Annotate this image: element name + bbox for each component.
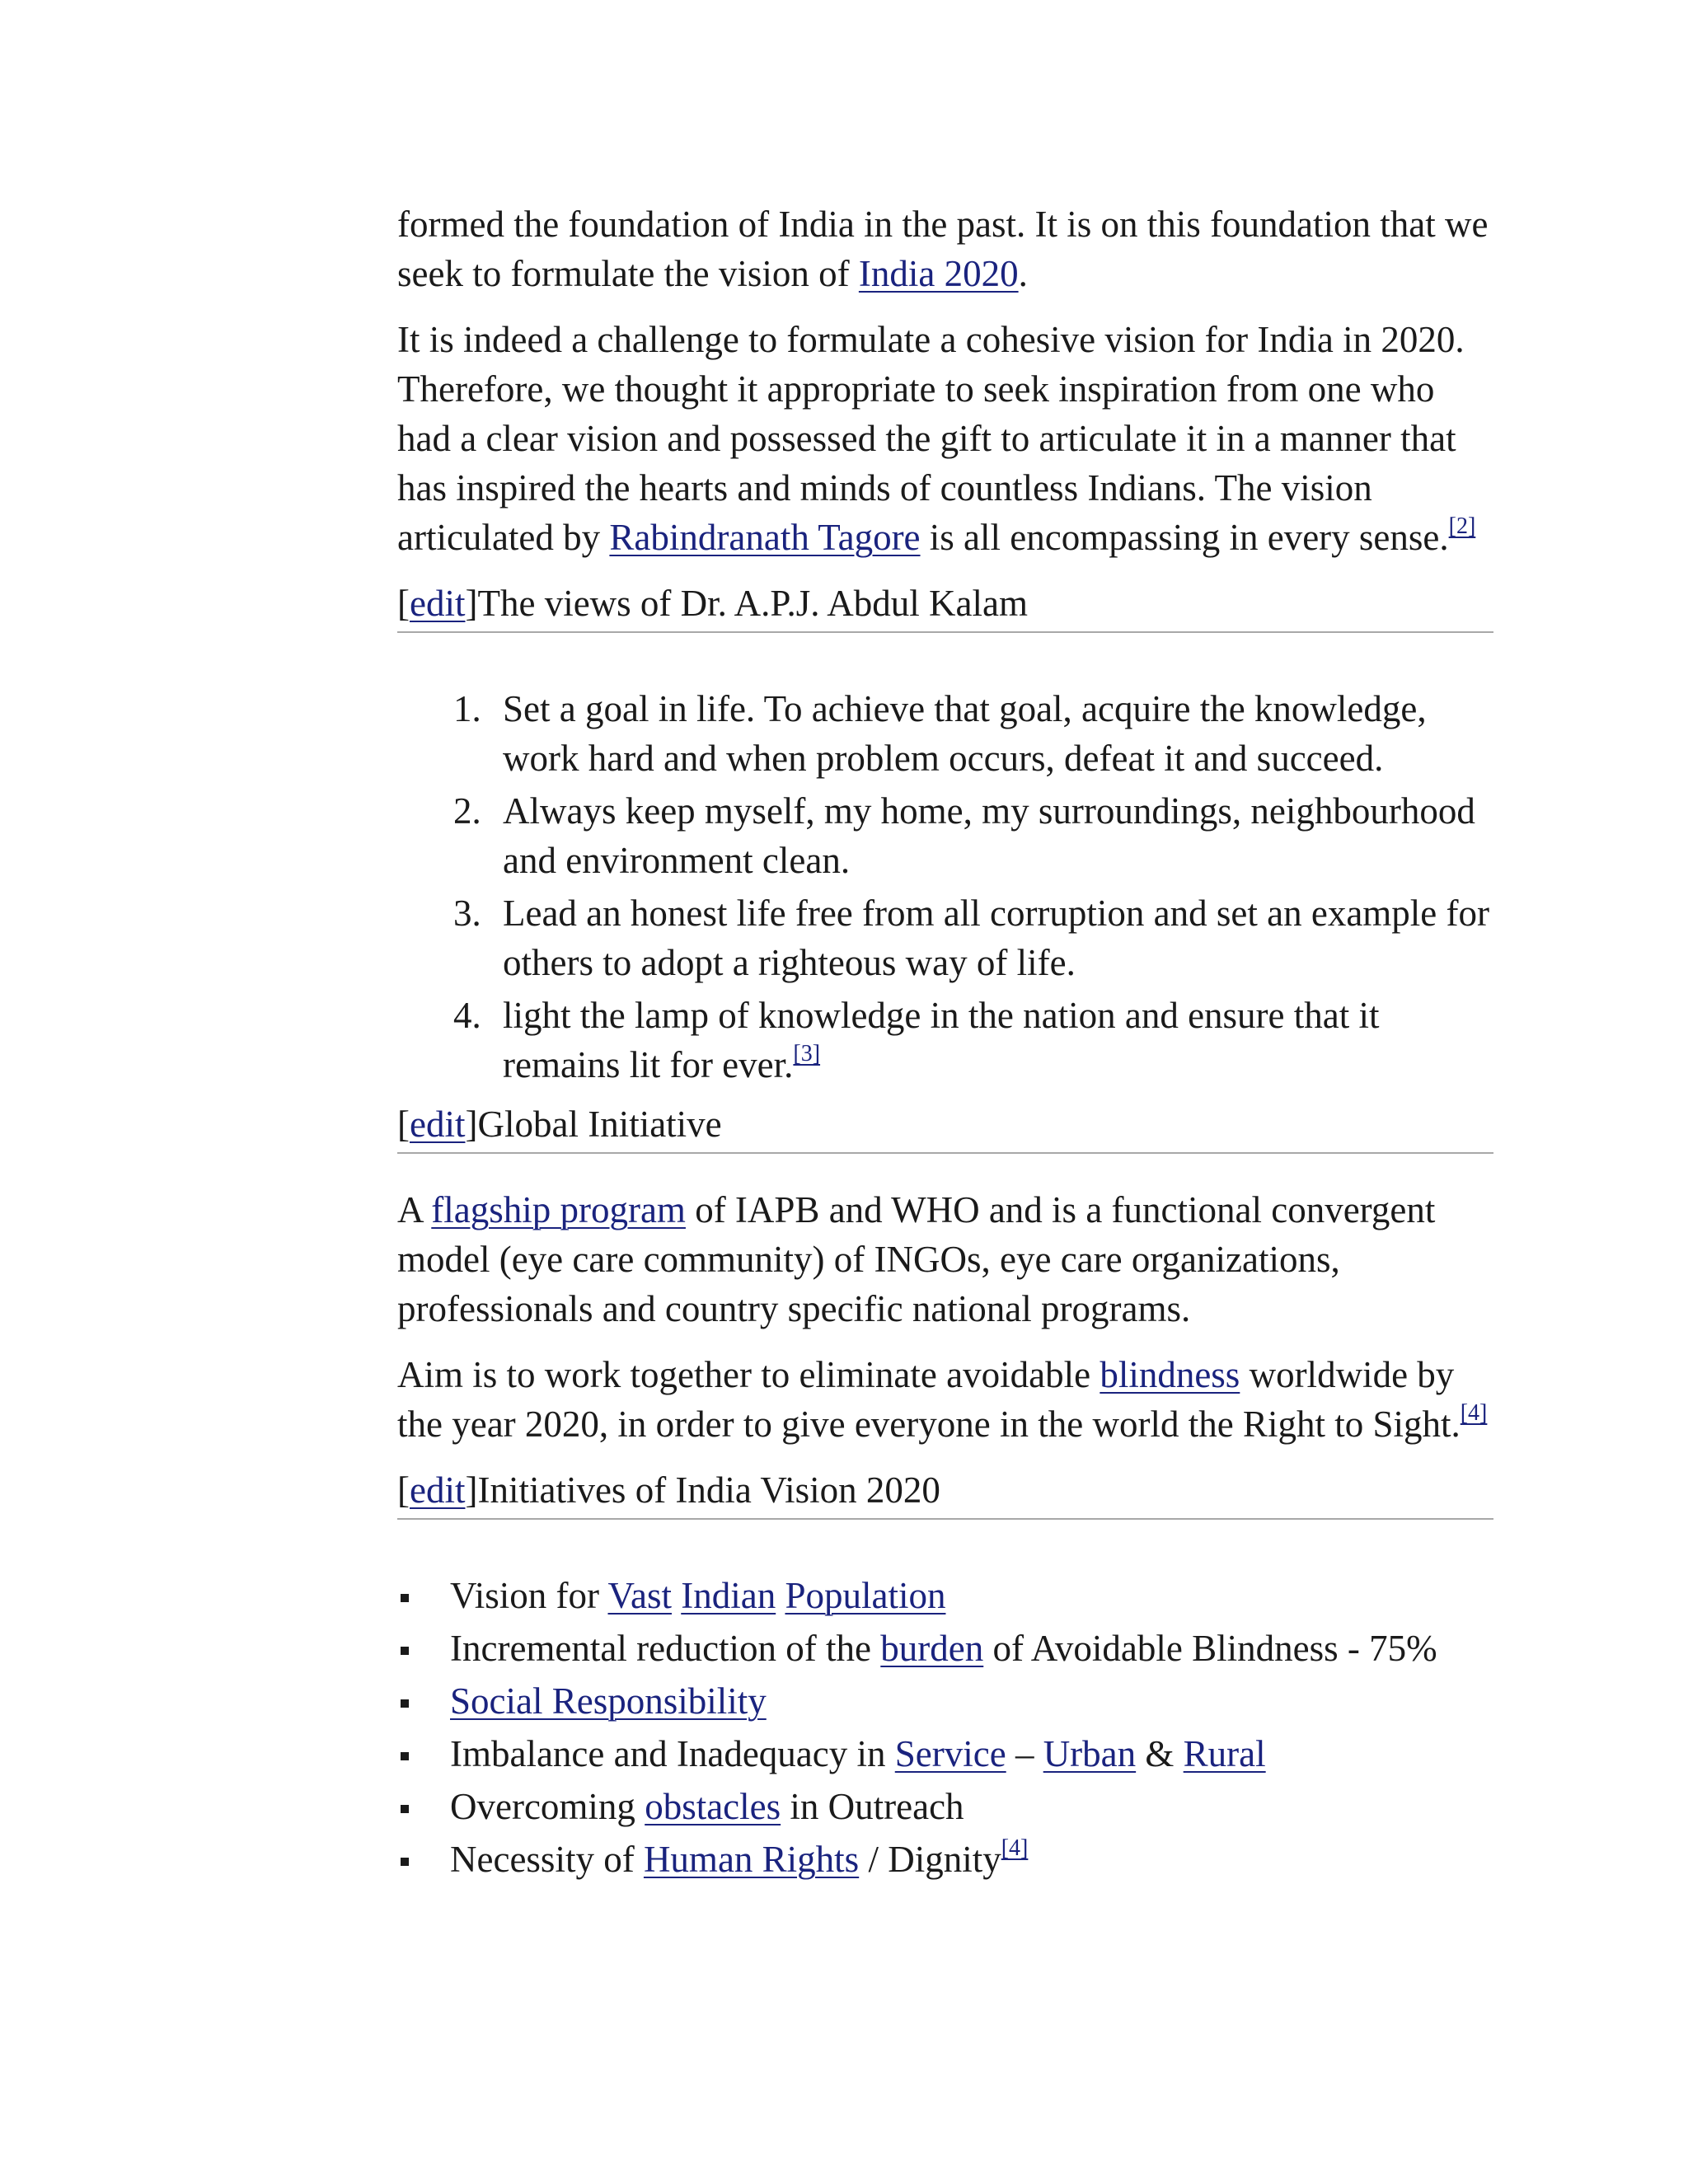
list-item: Vision for Vast Indian Population xyxy=(397,1571,1493,1620)
intro-paragraph-2: It is indeed a challenge to formulate a cohesive vision for India in 2020. Therefore, we thought it appropriate to seek inspiration from one who had a clear vision and possessed the gift to articulate it in a manner that has inspired the hearts and minds of countless Indians. The vision articulated by Rabindranath Tagore is all encompassing in every sense.[2] xyxy=(397,319,1476,558)
bullet-icon xyxy=(401,1752,409,1760)
reference-4-second xyxy=(1001,1835,1029,1861)
edit-link-initiatives[interactable]: edit xyxy=(410,1469,466,1511)
section-heading-initiatives: [edit]Initiatives of India Vision 2020 xyxy=(397,1465,1493,1520)
list-item: 3. Lead an honest life free from all corruption and set an example for others to adopt a righteous way of life. xyxy=(453,893,1490,983)
views-list xyxy=(397,684,1493,1090)
initiatives-list xyxy=(397,1571,1493,1884)
bullet-icon xyxy=(401,1699,409,1708)
article-body xyxy=(397,199,1493,1887)
section-title-views: The views of Dr. A.P.J. Abdul Kalam xyxy=(477,583,1028,624)
service-link[interactable]: Service xyxy=(894,1733,1006,1774)
rural-link[interactable]: Rural xyxy=(1183,1733,1266,1774)
human-rights-link[interactable]: Human Rights xyxy=(643,1839,860,1880)
edit-link-views[interactable]: edit xyxy=(410,583,466,624)
obstacles-link[interactable]: obstacles xyxy=(645,1786,781,1827)
list-item: 1. Set a goal in life. To achieve that goal, acquire the knowledge, work hard and when problem occurs, defeat it and succeed. xyxy=(453,688,1427,779)
list-item: Overcoming obstacles in Outreach xyxy=(397,1782,1493,1831)
section-title-global: Global Initiative xyxy=(477,1104,722,1145)
list-item: Incremental reduction of the burden of Avoidable Blindness - 75% xyxy=(397,1624,1493,1673)
section-heading-views: [edit]The views of Dr. A.P.J. Abdul Kalam xyxy=(397,579,1493,633)
list-item: Necessity of Human Rights / Dignity[4] xyxy=(397,1835,1493,1884)
list-item: 4. light the lamp of knowledge in the nation and ensure that it remains lit for ever.[3] xyxy=(453,995,1380,1085)
urban-link[interactable]: Urban xyxy=(1043,1733,1137,1774)
bullet-icon xyxy=(401,1647,409,1655)
list-item xyxy=(397,1676,1493,1726)
intro-paragraph-1: formed the foundation of India in the past. It is on this foundation that we seek to formulate the vision of India 2020. xyxy=(397,204,1489,294)
reference-3 xyxy=(793,1041,820,1066)
global-paragraph-1: A flagship program of IAPB and WHO and is a functional convergent model (eye care community) of INGOs, eye care organizations, professionals and country specific national programs. xyxy=(397,1189,1436,1329)
reference-2-link[interactable]: [2] xyxy=(1448,513,1476,539)
reference-3-link[interactable]: [3] xyxy=(793,1041,821,1066)
bullet-icon xyxy=(401,1594,409,1602)
bullet-icon xyxy=(401,1805,409,1813)
population-link[interactable]: Population xyxy=(785,1575,946,1616)
india-2020-link[interactable]: India 2020 xyxy=(858,253,1019,294)
reference-4 xyxy=(1461,1400,1488,1426)
indian-link[interactable]: Indian xyxy=(681,1575,776,1616)
flagship-program-link[interactable]: flagship program xyxy=(431,1189,686,1230)
list-item: Imbalance and Inadequacy in Service – Urban & Rural xyxy=(397,1729,1493,1779)
section-title-initiatives: Initiatives of India Vision 2020 xyxy=(477,1469,940,1511)
vast-link[interactable]: Vast xyxy=(607,1575,672,1616)
list-item: 2. Always keep myself, my home, my surroundings, neighbourhood and environment clean. xyxy=(453,790,1475,881)
section-heading-global: [edit]Global Initiative xyxy=(397,1099,1493,1154)
bullet-icon xyxy=(401,1858,409,1866)
social-responsibility-link[interactable]: Social Responsibility xyxy=(450,1680,767,1722)
reference-2 xyxy=(1449,513,1476,539)
edit-link-global[interactable]: edit xyxy=(410,1104,466,1145)
burden-link[interactable]: burden xyxy=(880,1628,984,1669)
global-paragraph-2: Aim is to work together to eliminate avoidable blindness worldwide by the year 2020, in order to give everyone in the world the Right to Sight.[4] xyxy=(397,1354,1488,1445)
reference-4-link[interactable]: [4] xyxy=(1460,1400,1488,1426)
reference-4-second-link[interactable]: [4] xyxy=(1001,1835,1029,1861)
blindness-link[interactable]: blindness xyxy=(1100,1354,1240,1395)
rabindranath-tagore-link[interactable]: Rabindranath Tagore xyxy=(609,517,921,558)
